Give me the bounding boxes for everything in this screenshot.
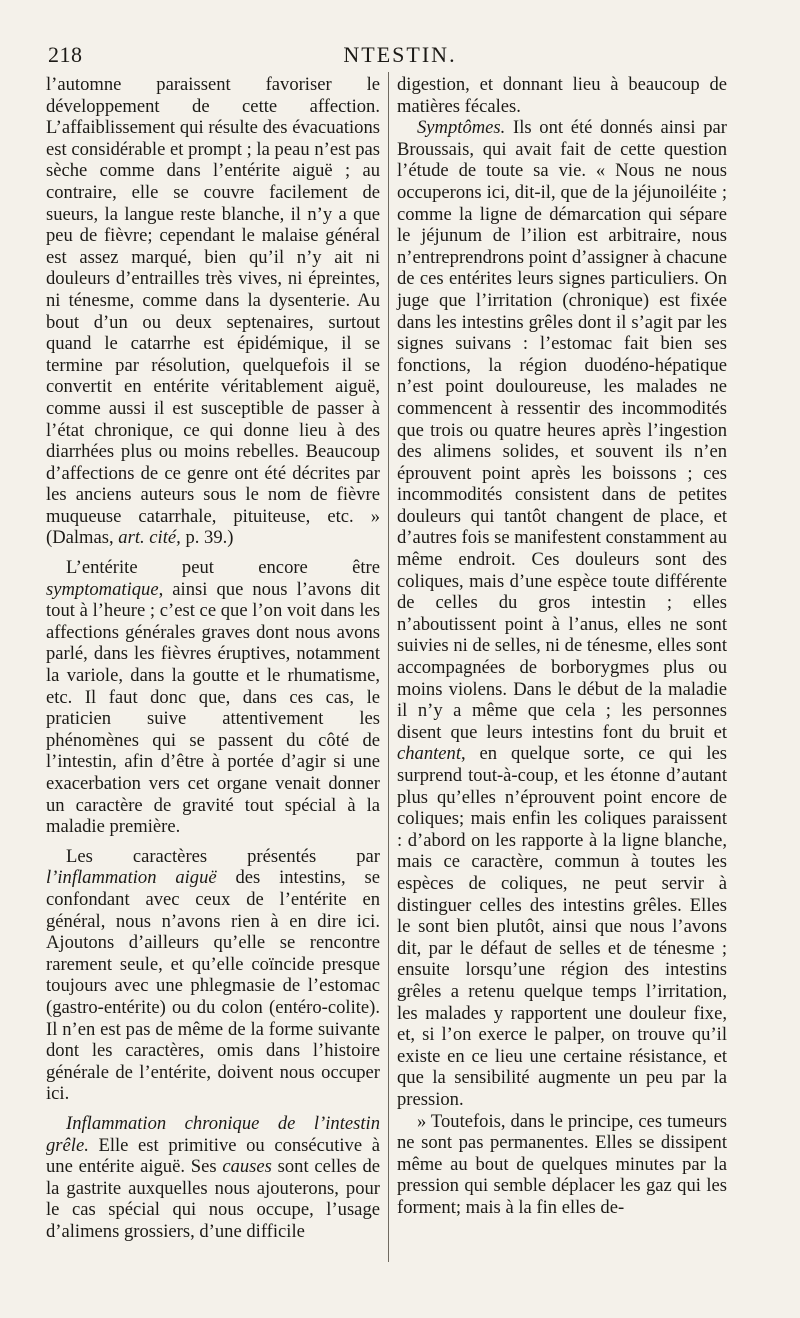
running-title: NTESTIN.: [343, 42, 457, 67]
citation: art. cité,: [118, 527, 181, 549]
left-column: [46, 74, 380, 1242]
paragraph: » Toutefois, dans le principe, ces tumeurs ne sont pas permanentes. Elles se dissipent même au bout de quelques minutes par la pression qui semble déplacer les gaz qui les forment; mais à la fin elles de-: [397, 1110, 727, 1218]
section-heading: Inflammation chronique de l’intestin grêle.: [46, 1112, 380, 1156]
emphasis: l’inflammation aiguë: [46, 867, 217, 889]
paragraph: L’entérite peut encore être symptomatique, ainsi que nous l’avons dit tout à l’heure ; c’est ce que l’on voit dans les affections générales graves dont nous avons parlé, dans les fièvres éruptives, notamment la variole, dans la goutte et le rhumatisme, etc. Il faut donc que, dans ces cas, le praticien suive attentivement les phénomènes qui se passent du côté de l’intestin, afin d’être à portée d’agir si une exacerbation vers cet organe venait donner un caractère de gravité tout spécial à la maladie première.: [46, 557, 380, 838]
emphasis: symptomatique: [46, 578, 159, 600]
section-heading: Symptômes.: [417, 117, 506, 139]
right-column: [397, 74, 727, 1218]
emphasis: chantent: [397, 743, 462, 765]
paragraph: digestion, et donnant lieu à beaucoup de matières fécales.: [397, 74, 727, 117]
page-number: 218: [48, 42, 83, 67]
emphasis: causes: [222, 1156, 272, 1178]
paragraph: Les caractères présentés par l’inflammation aiguë des intestins, se confondant avec ceux de l’entérite en général, nous n’avons rien à en dire ici. Ajoutons d’ailleurs qu’elle se rencontre rarement seule, et qu’elle coïncide presque toujours avec une phlegmasie de l’estomac (gastro-entérite) ou du colon (entéro-colite). Il n’en est pas de même de la forme suivante dont les caractères, omis dans l’histoire générale de l’entérite, doivent nous occuper ici.: [46, 845, 380, 1105]
paragraph: Symptômes. Ils ont été donnés ainsi par Broussais, qui avait fait de cette question l’étude de toute sa vie. « Nous ne nous occuperons ici, dit-il, que de la jéjunoiléite ; comme la ligne de démarcation qui sépare le jéjunum de l’ilion est arbitraire, nous n’entreprendrons point d’assigner à chacune de ces entérites leurs signes particuliers. On juge que l’irritation (chronique) est fixée dans les intestins grêles dont il s’agit par les signes suivans : l’estomac fait bien ses fonctions, la région duodéno-hépatique n’est point douloureuse, les malades ne commencent à ressentir des incommodités que trois ou quatre heures après l’ingestion des alimens solides, et souvent ils n’en éprouvent point après les boissons ; ces incommodités consistent dans de petites douleurs qui tantôt changent de place, et d’autres fois se manifestent constamment au même endroit. Ces douleurs sont des coliques, mais d’une espèce toute différente de celles du gros intestin ; elles n’aboutissent point à l’anus, elles ne sont suivies ni de selles, ni de ténesme, elles sont accompagnées de borborygmes plus ou moins violens. Dans le début de la maladie il n’y a même que cela ; les personnes disent que leurs intestins font du bruit et chantent, en quelque sorte, ce qui les surprend tout-à-coup, et les étonne d’autant plus qu’elles n’éprouvent point encore de coliques; mais enfin les coliques paraissent : d’abord on les rapporte à la ligne blanche, mais ce caractère, commun à toutes les espèces de coliques, ne peut servir à distinguer celles des intestins grêles. Elles le sont bien plutôt, ainsi que nous l’avons dit, par le défaut de selles et de ténesme ; ensuite lorsqu’une région des intestins grêles a retenu quelque temps l’irritation, les malades y rapportent une douleur fixe, et, si l’on exerce le palper, on trouve qu’il existe en ce lieu une certaine résistance, et que la sensibilité augmente un peu par la pression.: [397, 117, 727, 1110]
paragraph: Inflammation chronique de l’intestin grêle. Elle est primitive ou consécutive à une entérite aiguë. Ses causes sont celles de la gastrite auxquelles nous ajouterons, pour le cas spécial qui nous occupe, l’usage d’alimens grossiers, d’une difficile: [46, 1112, 380, 1242]
column-divider: [388, 72, 389, 1262]
paragraph: l’automne paraissent favoriser le développement de cette affection. L’affaiblissement qui résulte des évacuations est considérable et prompt ; la peau n’est pas sèche comme dans l’entérite aiguë ; au contraire, elle se couvre facilement de sueurs, la langue reste blanche, il n’y a que peu de fièvre; cependant le malaise général est assez marqué, bien qu’il n’y ait ni douleurs d’entrailles très vives, ni épreintes, ni ténesme, comme dans la dysenterie. Au bout d’un ou deux septenaires, surtout quand le catarrhe est épidémique, il se termine par résolution, quelquefois il se convertit en entérite véritablement aiguë, comme aussi il est susceptible de passer à l’état chronique, ce qui donne lieu à des diarrhées plus ou moins rebelles. Beaucoup d’affections de ce genre ont été décrites par les anciens auteurs sous le nom de fièvre muqueuse catarrhale, pituiteuse, etc. » (Dalmas, art. cité, p. 39.): [46, 74, 380, 549]
